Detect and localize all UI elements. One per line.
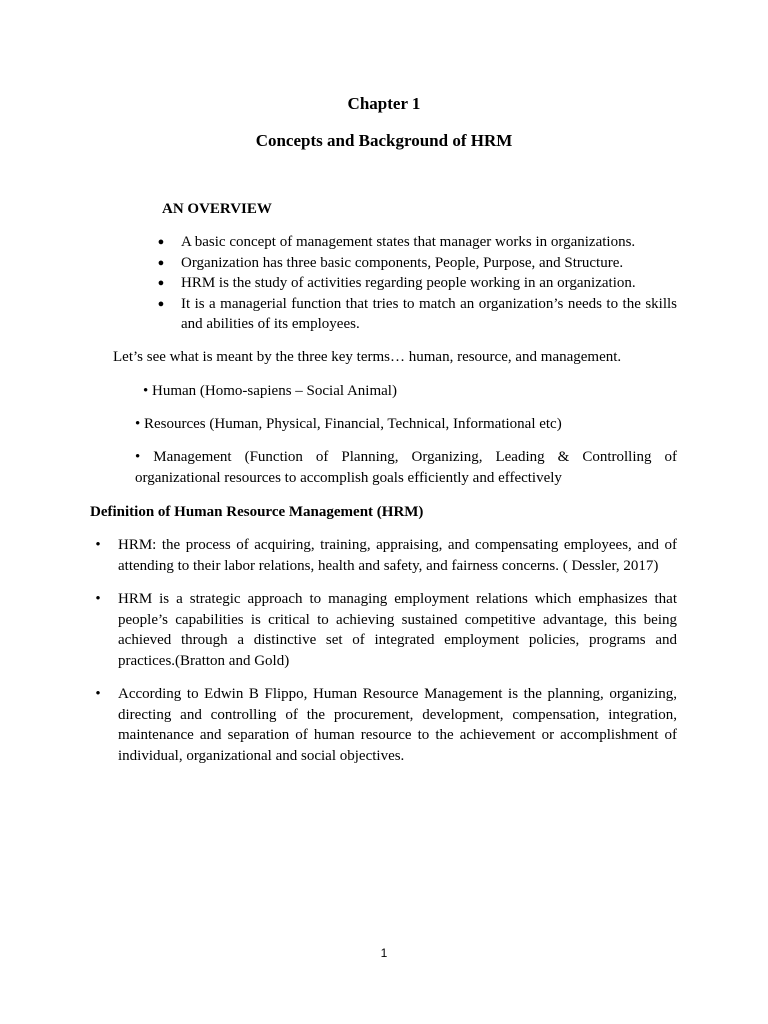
- definition-heading: Definition of Human Resource Management (HRM): [90, 504, 424, 520]
- bullet-icon: ●: [157, 297, 165, 310]
- definition-item: [90, 589, 677, 671]
- bullet-icon: •: [95, 591, 101, 607]
- definition-item-text: HRM: the process of acquiring, training, appraising, and compensating employees, and of attending to their labor relations, health and safety, and fairness concerns. ( Dessler, 2017): [118, 537, 677, 574]
- key-term-human: • Human (Homo-sapiens – Social Animal): [143, 383, 397, 399]
- key-term-management: • Management (Function of Planning, Organizing, Leading & Controlling of organizational resources to accomplish goals efficiently and effectively: [135, 449, 677, 486]
- overview-list: [153, 232, 677, 335]
- list-item: [153, 273, 677, 294]
- overview-item-text: HRM is the study of activities regarding people working in an organization.: [181, 275, 636, 291]
- list-item: [153, 294, 677, 335]
- bullet-icon: ●: [157, 256, 165, 269]
- definition-item-text: HRM is a strategic approach to managing employment relations which emphasizes that people’s capabilities is critical to achieving sustained competitive advantage, this being achieved through a distinctive set of integrated employment policies, programs and practices.(Bratton and Gold): [118, 591, 677, 669]
- key-term-resources: • Resources (Human, Physical, Financial, Technical, Informational etc): [135, 416, 562, 432]
- definition-item: [90, 684, 677, 766]
- chapter-number: Chapter 1: [347, 94, 421, 113]
- bullet-icon: •: [95, 537, 101, 553]
- overview-item-text: A basic concept of management states that manager works in organizations.: [181, 234, 636, 250]
- bullet-icon: ●: [157, 236, 165, 248]
- list-item: [153, 253, 677, 274]
- definition-item-text: According to Edwin B Flippo, Human Resource Management is the planning, organizing, directing and controlling of the procurement, development, compensation, integration, maintenance and separation of human resource to the achievement or accomplishment of individual, organizational and social objectives.: [118, 686, 677, 764]
- overview-heading: AN OVERVIEW: [162, 201, 272, 217]
- overview-item-text: Organization has three basic components, People, Purpose, and Structure.: [181, 254, 624, 271]
- definition-item: [90, 535, 677, 576]
- page-number: 1: [380, 946, 388, 960]
- overview-item-text: It is a managerial function that tries to match an organization’s needs to the skills and abilities of its employees.: [181, 295, 677, 332]
- bullet-icon: ●: [157, 277, 165, 289]
- chapter-title: Concepts and Background of HRM: [255, 131, 513, 150]
- bullet-icon: •: [95, 686, 101, 702]
- key-terms-intro: Let’s see what is meant by the three key terms… human, resource, and management.: [113, 349, 622, 365]
- list-item: [153, 232, 677, 253]
